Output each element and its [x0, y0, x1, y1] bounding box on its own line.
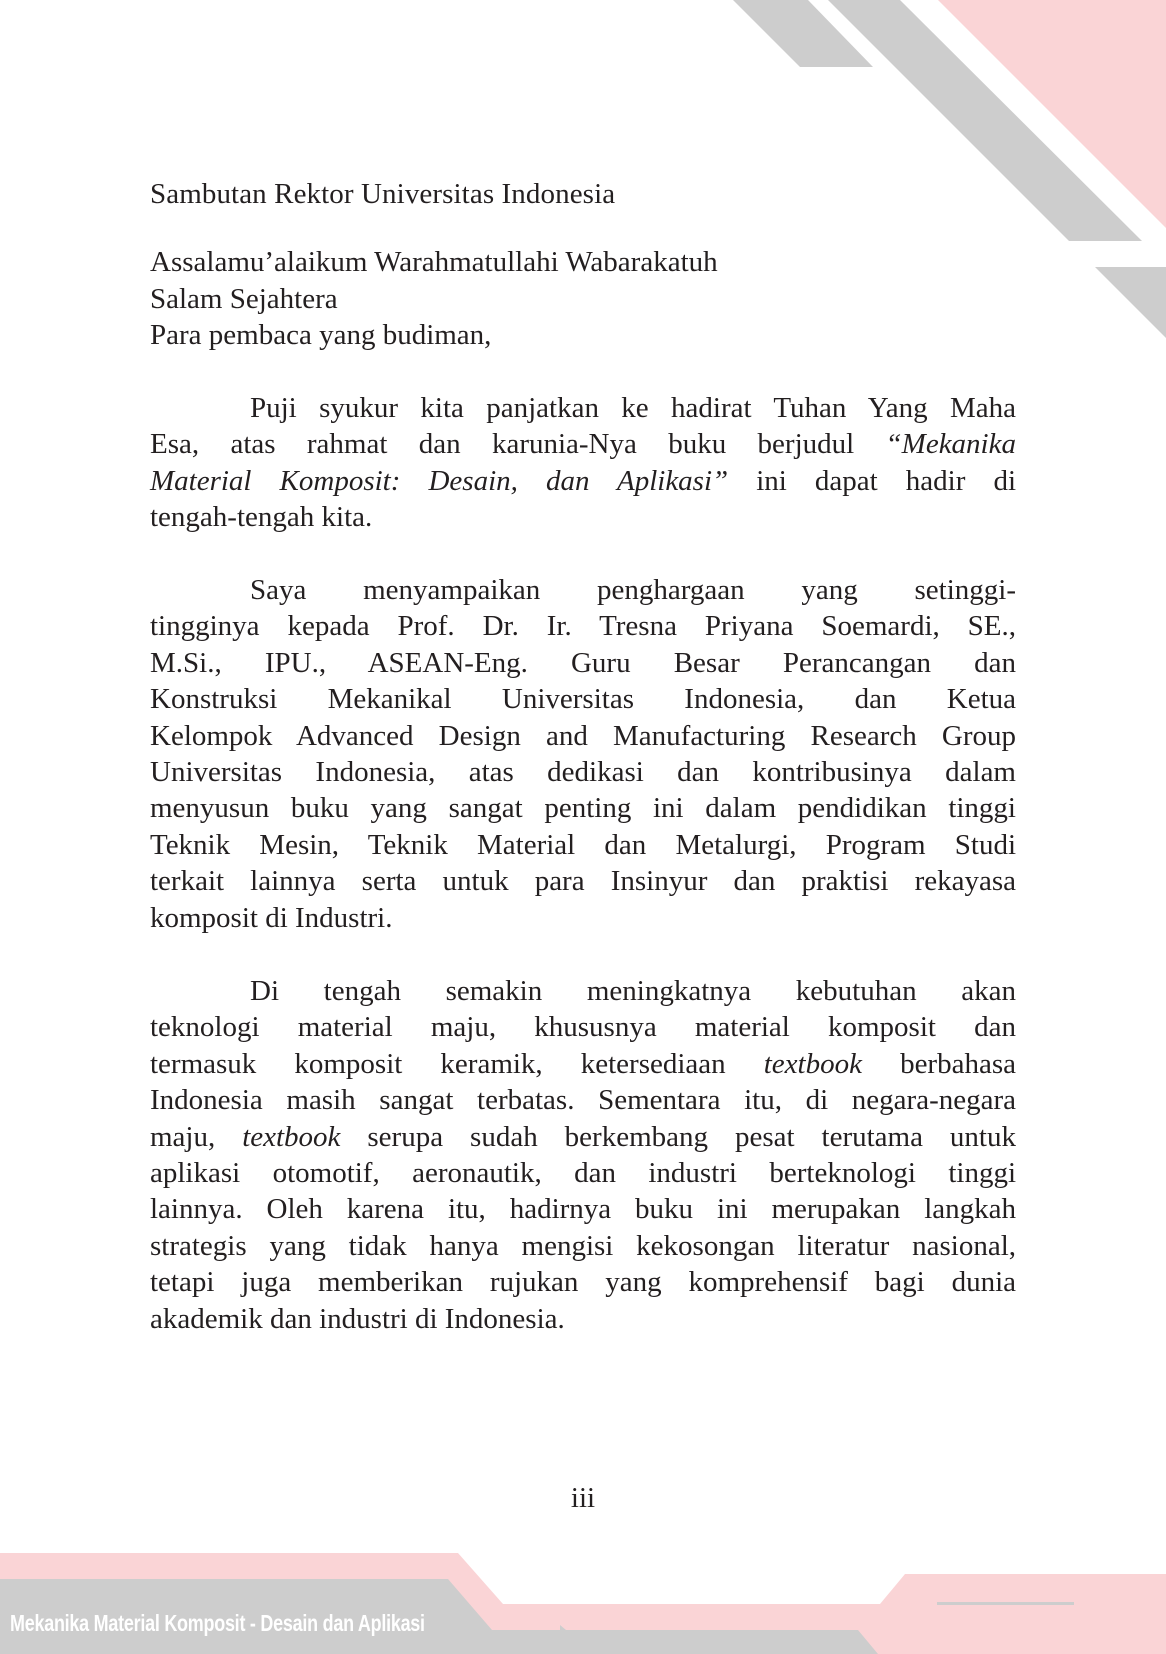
text-run: Universitas Indonesia, atas dedikasi dan kontribusinya dalam [150, 756, 1016, 788]
paragraph-line [150, 681, 1016, 717]
paragraph-line [150, 1119, 1016, 1155]
text-run: aplikasi otomotif, aeronautik, dan industri berteknologi tinggi [150, 1157, 1016, 1189]
paragraph-line [150, 572, 1016, 608]
italic-text: textbook [763, 1047, 862, 1080]
text-run: M.Si., IPU., ASEAN-Eng. Guru Besar Perancangan dan [150, 646, 1016, 679]
text-run: akademik dan industri di Indonesia. [150, 1302, 565, 1335]
paragraph-line [150, 463, 1016, 499]
text-run: tingginya kepada Prof. Dr. Ir. Tresna Priyana Soemardi, SE., [150, 610, 1016, 643]
footer-book-title: Mekanika Material Komposit - Desain dan Aplikasi [10, 1610, 425, 1636]
paragraph-line [150, 1264, 1016, 1300]
text-run: tengah-tengah kita. [150, 501, 373, 534]
italic-text: “Mekanika [885, 428, 1016, 461]
paragraph-line [150, 827, 1016, 863]
bottom-thin-grey-line [937, 1602, 1074, 1605]
text-run: Esa, atas rahmat dan karunia-Nya buku berjudul [150, 428, 886, 461]
greeting-line: Para pembaca yang budiman, [150, 319, 492, 351]
paragraph-line [150, 1046, 1016, 1082]
document-heading: Sambutan Rektor Universitas Indonesia [150, 178, 616, 210]
paragraph-line [150, 900, 1016, 936]
paragraph-line [150, 973, 1016, 1009]
text-run: menyusun buku yang sangat penting ini dalam pendidikan tinggi [150, 792, 1016, 825]
text-run: Konstruksi Mekanikal Universitas Indonesia, dan Ketua [150, 683, 1016, 716]
paragraph-line [150, 1301, 1016, 1337]
text-run: terkait lainnya serta untuk para Insinyur dan praktisi rekayasa [150, 865, 1016, 898]
text-run: Kelompok Advanced Design and Manufacturing Research Group [150, 719, 1016, 752]
text-run: ini dapat hadir di [728, 464, 1017, 497]
paragraph-line [150, 1191, 1016, 1227]
text-run: lainnya. Oleh karena itu, hadirnya buku ini merupakan langkah [150, 1193, 1016, 1226]
text-run: termasuk komposit keramik, ketersediaan [150, 1047, 764, 1080]
text-run: Puji syukur kita panjatkan ke hadirat Tuhan Yang Maha [250, 392, 1016, 424]
top-grey-wedge [1095, 267, 1166, 338]
paragraph-line [150, 499, 1016, 535]
text-run: Teknik Mesin, Teknik Material dan Metalurgi, Program Studi [150, 828, 1016, 861]
text-run: Di tengah semakin meningkatnya kebutuhan akan [250, 975, 1016, 1007]
text-run: Indonesia masih sangat terbatas. Sementara itu, di negara-negara [150, 1084, 1016, 1117]
paragraph-line [150, 426, 1016, 462]
text-run: tetapi juga memberikan rujukan yang komprehensif bagi dunia [150, 1266, 1016, 1299]
paragraph-line [150, 390, 1016, 426]
paragraph-line [150, 645, 1016, 681]
italic-text: textbook [242, 1120, 341, 1153]
page-number: iii [570, 1482, 596, 1514]
paragraph-line [150, 1228, 1016, 1264]
text-run: maju, [150, 1120, 243, 1153]
italic-text: Material Komposit: Desain, dan Aplikasi” [150, 464, 729, 497]
paragraph-line [150, 1082, 1016, 1118]
paragraph-line [150, 718, 1016, 754]
text-run: strategis yang tidak hanya mengisi kekosongan literatur nasional, [150, 1229, 1016, 1262]
paragraph-line [150, 790, 1016, 826]
text-run: komposit di Industri. [150, 901, 393, 934]
text-run: serupa sudah berkembang pesat terutama untuk [340, 1120, 1016, 1153]
paragraph-line [150, 1009, 1016, 1045]
paragraph-line [150, 1155, 1016, 1191]
text-run: berbahasa [861, 1047, 1016, 1080]
text-run: teknologi material maju, khususnya material komposit dan [150, 1011, 1016, 1044]
paragraph-line [150, 754, 1016, 790]
paragraph-line [150, 863, 1016, 899]
greeting-line: Salam Sejahtera [150, 283, 338, 315]
greeting-line: Assalamu’alaikum Warahmatullahi Wabarakatuh [150, 246, 718, 278]
paragraph-line [150, 608, 1016, 644]
text-run: Saya menyampaikan penghargaan yang setinggi- [250, 574, 1016, 606]
